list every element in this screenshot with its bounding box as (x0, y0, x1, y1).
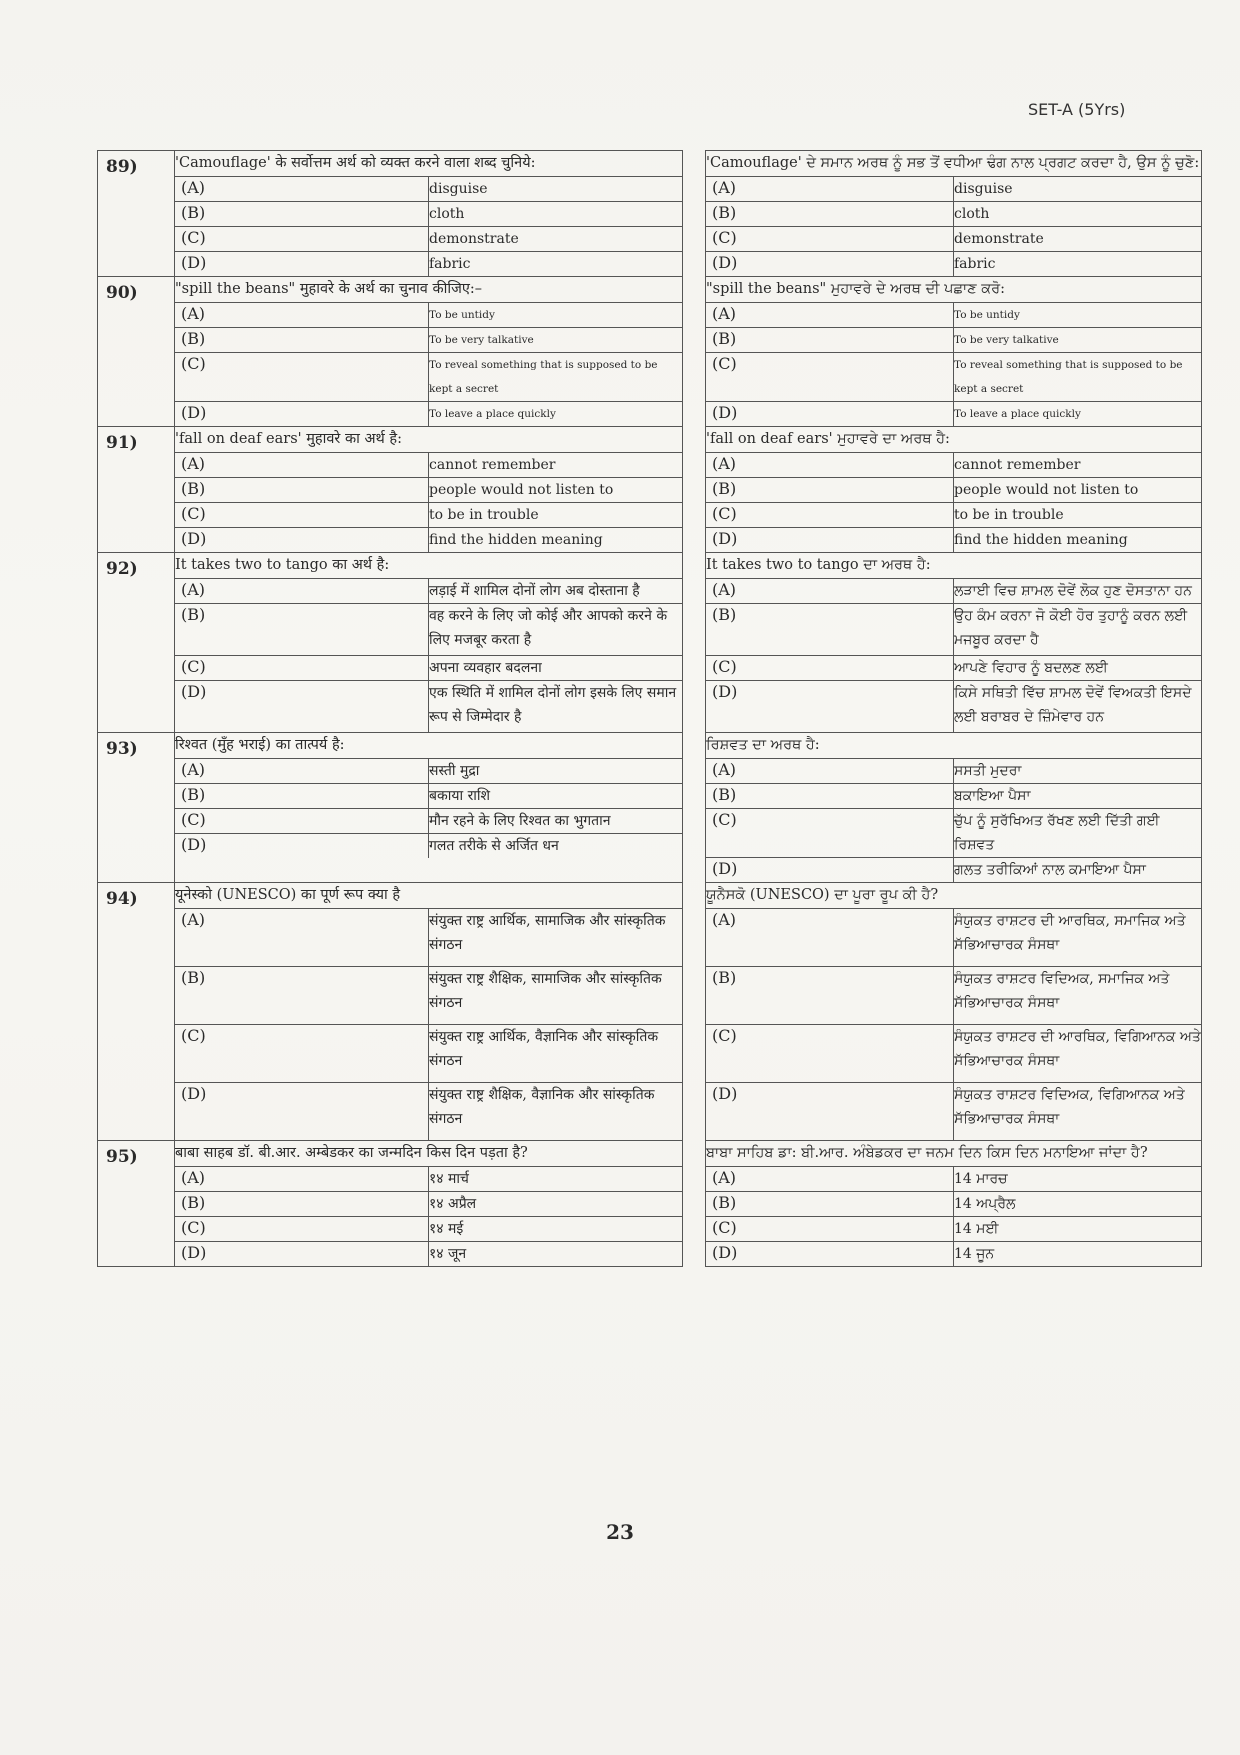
option-row (706, 656, 1201, 681)
option-label: (A) (175, 453, 429, 478)
option-label: (B) (706, 784, 954, 809)
option-label: (C) (175, 503, 429, 528)
option-text: To be untidy (429, 303, 683, 328)
option-label: (D) (175, 1242, 429, 1267)
option-row (175, 1192, 682, 1217)
punjabi-question-block (706, 151, 1202, 277)
question-number: 94) (98, 883, 175, 1141)
option-text: find the hidden meaning (954, 532, 1128, 548)
option-label: (A) (175, 759, 429, 784)
option-row (175, 834, 682, 859)
option-row (175, 1242, 682, 1267)
option-label: (D) (175, 834, 429, 859)
option-text: ਕਿਸੇ ਸਥਿਤੀ ਵਿੱਚ ਸ਼ਾਮਲ ਦੋਵੇਂ ਵਿਅਕਤੀ ਇਸਦੇ ਲਈ ਬਰਾਬਰ ਦੇ ਜ਼ਿੰਮੇਵਾਰ ਹਨ (954, 685, 1192, 725)
option-text: find the hidden meaning (429, 532, 603, 548)
page-number: 23 (606, 1520, 634, 1544)
option-row (175, 303, 682, 328)
option-text: to be in trouble (429, 503, 683, 528)
option-text: disguise (954, 177, 1202, 202)
option-label: (C) (706, 503, 954, 528)
question-row (98, 553, 1202, 733)
option-row (175, 604, 682, 656)
column-gap (683, 883, 706, 1141)
option-label: (B) (706, 328, 954, 353)
option-label: (B) (175, 478, 429, 503)
option-row (175, 809, 682, 834)
column-gap (683, 553, 706, 733)
option-text: 14 ਮਾਰਚ (954, 1167, 1202, 1192)
option-text: ਚੁੱਪ ਨੂੰ ਸੁਰੱਖਿਅਤ ਰੱਖਣ ਲਈ ਦਿੱਤੀ ਗਈ ਰਿਸ਼ਵਤ (954, 809, 1202, 858)
option-row (706, 202, 1201, 227)
option-row (706, 402, 1201, 427)
option-label: (B) (706, 202, 954, 227)
option-text: अपना व्यवहार बदलना (429, 656, 683, 681)
option-label: (A) (706, 1167, 954, 1192)
punjabi-question-stem: "spill the beans" ਮੁਹਾਵਰੇ ਦੇ ਅਰਥ ਦੀ ਪਛਾਣ ਕਰੋ: (706, 277, 1201, 303)
option-row (706, 252, 1201, 277)
option-row (706, 478, 1201, 503)
punjabi-question-stem: ਬਾਬਾ ਸਾਹਿਬ ਡਾ: ਬੀ.ਆਰ. ਅੰਬੇਡਕਰ ਦਾ ਜਨਮ ਦਿਨ ਕਿਸ ਦਿਨ ਮਨਾਇਆ ਜਾਂਦਾ ਹੈ? (706, 1141, 1201, 1167)
question-table (97, 150, 1202, 1267)
option-row (175, 402, 682, 427)
option-text: demonstrate (429, 227, 683, 252)
column-gap (683, 733, 706, 883)
option-text: ਆਪਣੇ ਵਿਹਾਰ ਨੂੰ ਬਦਲਣ ਲਈ (954, 656, 1202, 681)
option-row (706, 453, 1201, 478)
option-text: To be very talkative (954, 328, 1202, 353)
option-text: ਲੜਾਈ ਵਿਚ ਸ਼ਾਮਲ ਦੋਵੇਂ ਲੋਕ ਹੁਣ ਦੋਸਤਾਨਾ ਹਨ (954, 579, 1202, 604)
option-row (175, 1217, 682, 1242)
hindi-question-block (175, 277, 683, 427)
option-row (706, 353, 1201, 402)
option-row (706, 227, 1201, 252)
punjabi-question-block (706, 883, 1202, 1141)
option-row (706, 303, 1201, 328)
option-row (175, 353, 682, 402)
option-text: people would not listen to (954, 478, 1202, 503)
option-label: (C) (706, 809, 954, 858)
option-label: (A) (175, 1167, 429, 1192)
option-text: demonstrate (954, 227, 1202, 252)
option-row (175, 909, 682, 967)
option-label: (D) (706, 402, 954, 427)
option-label: (B) (706, 967, 954, 1025)
question-number: 89) (98, 151, 175, 277)
option-row (706, 1167, 1201, 1192)
option-label: (A) (706, 759, 954, 784)
option-text: १४ अप्रैल (429, 1192, 683, 1217)
option-row (706, 328, 1201, 353)
option-row (175, 1167, 682, 1192)
option-text: ਸੰਯੁਕਤ ਰਾਸ਼ਟਰ ਵਿਦਿਅਕ, ਸਮਾਜਿਕ ਅਤੇ ਸੱਭਿਆਚਾਰਕ ਸੰਸਥਾ (954, 967, 1202, 1025)
punjabi-question-block (706, 553, 1202, 733)
option-label: (C) (175, 353, 429, 402)
question-row (98, 427, 1202, 553)
punjabi-question-stem: ਰਿਸ਼ਵਤ ਦਾ ਅਰਥ ਹੈ: (706, 733, 1201, 759)
option-text: cloth (429, 202, 683, 227)
option-row (175, 252, 682, 277)
question-row (98, 277, 1202, 427)
option-row (706, 1192, 1201, 1217)
hindi-question-block (175, 151, 683, 277)
option-text: १४ मई (429, 1217, 683, 1242)
hindi-question-block (175, 883, 683, 1141)
option-text: ਸਸਤੀ ਮੁਦਰਾ (954, 759, 1202, 784)
option-label: (A) (175, 177, 429, 202)
option-label: (C) (175, 227, 429, 252)
option-label: (A) (706, 177, 954, 202)
option-text: people would not listen to (429, 478, 683, 503)
option-text: ਸੰਯੁਕਤ ਰਾਸ਼ਟਰ ਵਿਦਿਅਕ, ਵਿਗਿਆਨਕ ਅਤੇ ਸੱਭਿਆਚਾਰਕ ਸੰਸਥਾ (954, 1087, 1185, 1127)
option-text: ਉਹ ਕੰਮ ਕਰਨਾ ਜੋ ਕੋਈ ਹੋਰ ਤੁਹਾਨੂੰ ਕਰਨ ਲਈ ਮਜਬੂਰ ਕਰਦਾ ਹੈ (954, 604, 1202, 656)
punjabi-question-block (706, 427, 1202, 553)
option-label: (A) (175, 579, 429, 604)
option-row (175, 759, 682, 784)
option-row (175, 1025, 682, 1083)
option-text: ਗਲਤ ਤਰੀਕਿਆਂ ਨਾਲ ਕਮਾਇਆ ਪੈਸਾ (954, 862, 1146, 878)
option-row (175, 227, 682, 252)
option-text: To reveal something that is supposed to be kept a secret (429, 353, 683, 402)
punjabi-question-stem: ਯੂਨੈਸਕੋ (UNESCO) ਦਾ ਪੂਰਾ ਰੂਪ ਕੀ ਹੈ? (706, 883, 1201, 909)
option-text: एक स्थिति में शामिल दोनों लोग इसके लिए समान रूप से जिम्मेदार है (429, 685, 677, 725)
option-row (706, 909, 1201, 967)
question-number: 93) (98, 733, 175, 883)
option-label: (D) (175, 402, 429, 427)
option-row (706, 858, 1201, 883)
question-number: 90) (98, 277, 175, 427)
punjabi-question-block (706, 1141, 1202, 1267)
option-label: (C) (175, 656, 429, 681)
hindi-question-stem: It takes two to tango का अर्थ है: (175, 553, 682, 579)
option-label: (C) (175, 1025, 429, 1083)
column-gap (683, 427, 706, 553)
option-label: (D) (175, 681, 429, 733)
option-row (175, 177, 682, 202)
option-label: (B) (175, 1192, 429, 1217)
option-label: (B) (175, 328, 429, 353)
option-label: (D) (706, 1083, 954, 1141)
option-text: ਬਕਾਇਆ ਪੈਸਾ (954, 784, 1202, 809)
question-row (98, 883, 1202, 1141)
option-text: 14 ਮਈ (954, 1217, 1202, 1242)
option-row (175, 656, 682, 681)
option-label: (B) (706, 604, 954, 656)
hindi-question-stem: बाबा साहब डॉ. बी.आर. अम्बेडकर का जन्मदिन किस दिन पड़ता है? (175, 1141, 682, 1167)
option-text: 14 ਜੂਨ (954, 1246, 995, 1262)
option-text: fabric (429, 256, 471, 272)
option-row (175, 202, 682, 227)
option-text: 14 ਅਪ੍ਰੈਲ (954, 1192, 1202, 1217)
option-row (175, 503, 682, 528)
hindi-question-stem: 'Camouflage' के सर्वोत्तम अर्थ को व्यक्त करने वाला शब्द चुनिये: (175, 151, 682, 177)
hindi-question-stem: रिश्वत (मुँह भराई) का तात्पर्य है: (175, 733, 682, 759)
question-row (98, 151, 1202, 277)
option-row (175, 328, 682, 353)
option-text: गलत तरीके से अर्जित धन (429, 838, 559, 854)
option-label: (C) (706, 227, 954, 252)
option-text: cannot remember (429, 453, 683, 478)
option-label: (B) (175, 967, 429, 1025)
option-label: (D) (175, 1083, 429, 1141)
option-row (706, 579, 1201, 604)
option-text: ਸੰਯੁਕਤ ਰਾਸ਼ਟਰ ਦੀ ਆਰਥਿਕ, ਵਿਗਿਆਨਕ ਅਤੇ ਸੱਭਿਆਚਾਰਕ ਸੰਸਥਾ (954, 1025, 1202, 1083)
option-text: cannot remember (954, 453, 1202, 478)
option-row (706, 967, 1201, 1025)
option-row (175, 528, 682, 553)
option-label: (A) (706, 303, 954, 328)
option-text: To reveal something that is supposed to be kept a secret (954, 353, 1202, 402)
option-row (706, 528, 1201, 553)
option-label: (C) (706, 656, 954, 681)
hindi-question-stem: 'fall on deaf ears' मुहावरे का अर्थ है: (175, 427, 682, 453)
option-label: (A) (175, 909, 429, 967)
punjabi-question-stem: It takes two to tango ਦਾ ਅਰਥ ਹੈ: (706, 553, 1201, 579)
option-label: (B) (706, 1192, 954, 1217)
option-text: cloth (954, 202, 1202, 227)
option-text: To be untidy (954, 303, 1202, 328)
option-label: (D) (175, 528, 429, 553)
option-label: (A) (706, 909, 954, 967)
option-label: (A) (706, 453, 954, 478)
option-text: मौन रहने के लिए रिश्वत का भुगतान (429, 809, 683, 834)
option-text: १४ मार्च (429, 1167, 683, 1192)
hindi-question-block (175, 553, 683, 733)
hindi-question-stem: "spill the beans" मुहावरे के अर्थ का चुनाव कीजिए:– (175, 277, 682, 303)
option-text: To leave a place quickly (954, 408, 1081, 420)
option-row (706, 1025, 1201, 1083)
punjabi-question-stem: 'Camouflage' ਦੇ ਸਮਾਨ ਅਰਥ ਨੂੰ ਸਭ ਤੋਂ ਵਧੀਆ ਢੰਗ ਨਾਲ ਪ੍ਰਗਟ ਕਰਦਾ ਹੈ, ਉਸ ਨੂੰ ਚੁਣੋ: (706, 151, 1201, 177)
option-label: (A) (175, 303, 429, 328)
option-text: to be in trouble (954, 503, 1202, 528)
option-row (706, 1083, 1201, 1141)
option-row (706, 809, 1201, 858)
question-row (98, 1141, 1202, 1267)
option-row (706, 1242, 1201, 1267)
option-text: संयुक्त राष्ट्र आर्थिक, वैज्ञानिक और सांस्कृतिक संगठन (429, 1025, 683, 1083)
punjabi-question-block (706, 277, 1202, 427)
option-row (175, 967, 682, 1025)
option-label: (D) (175, 252, 429, 277)
option-row (706, 681, 1201, 733)
set-label: SET-A (5Yrs) (1028, 100, 1126, 119)
option-text: ਸੰਯੁਕਤ ਰਾਸ਼ਟਰ ਦੀ ਆਰਥਿਕ, ਸਮਾਜਿਕ ਅਤੇ ਸੱਭਿਆਚਾਰਕ ਸੰਸਥਾ (954, 909, 1202, 967)
option-text: To leave a place quickly (429, 408, 556, 420)
option-text: सस्ती मुद्रा (429, 759, 683, 784)
option-text: To be very talkative (429, 328, 683, 353)
option-row (175, 453, 682, 478)
hindi-question-stem: यूनेस्को (UNESCO) का पूर्ण रूप क्या है (175, 883, 682, 909)
column-gap (683, 277, 706, 427)
option-text: संयुक्त राष्ट्र आर्थिक, सामाजिक और सांस्कृतिक संगठन (429, 909, 683, 967)
option-row (706, 1217, 1201, 1242)
column-gap (683, 151, 706, 277)
column-gap (683, 1141, 706, 1267)
option-row (175, 579, 682, 604)
hindi-question-block (175, 427, 683, 553)
option-row (706, 784, 1201, 809)
punjabi-question-stem: 'fall on deaf ears' ਮੁਹਾਵਰੇ ਦਾ ਅਰਥ ਹੈ: (706, 427, 1201, 453)
option-label: (D) (706, 858, 954, 883)
question-number: 92) (98, 553, 175, 733)
option-text: संयुक्त राष्ट्र शैक्षिक, सामाजिक और सांस्कृतिक संगठन (429, 967, 683, 1025)
option-text: disguise (429, 177, 683, 202)
option-label: (D) (706, 528, 954, 553)
option-label: (A) (706, 579, 954, 604)
option-row (175, 681, 682, 733)
option-text: संयुक्त राष्ट्र शैक्षिक, वैज्ञानिक और सांस्कृतिक संगठन (429, 1087, 655, 1127)
option-text: १४ जून (429, 1246, 467, 1262)
option-label: (C) (175, 1217, 429, 1242)
option-label: (B) (175, 202, 429, 227)
option-label: (B) (175, 604, 429, 656)
option-row (175, 478, 682, 503)
option-label: (C) (175, 809, 429, 834)
option-text: fabric (954, 256, 996, 272)
option-row (706, 503, 1201, 528)
option-row (706, 604, 1201, 656)
option-row (706, 759, 1201, 784)
option-label: (B) (706, 478, 954, 503)
option-text: वह करने के लिए जो कोई और आपको करने के लिए मजबूर करता है (429, 604, 683, 656)
hindi-question-block (175, 733, 683, 883)
question-number: 95) (98, 1141, 175, 1267)
option-label: (D) (706, 681, 954, 733)
option-text: लड़ाई में शामिल दोनों लोग अब दोस्ताना है (429, 579, 683, 604)
option-text: बकाया राशि (429, 784, 683, 809)
question-number: 91) (98, 427, 175, 553)
option-row (175, 784, 682, 809)
punjabi-question-block (706, 733, 1202, 883)
question-row (98, 733, 1202, 883)
option-label: (C) (706, 1025, 954, 1083)
hindi-question-block (175, 1141, 683, 1267)
option-label: (D) (706, 252, 954, 277)
option-label: (D) (706, 1242, 954, 1267)
option-label: (B) (175, 784, 429, 809)
option-label: (C) (706, 353, 954, 402)
option-row (175, 1083, 682, 1141)
option-label: (C) (706, 1217, 954, 1242)
option-row (706, 177, 1201, 202)
